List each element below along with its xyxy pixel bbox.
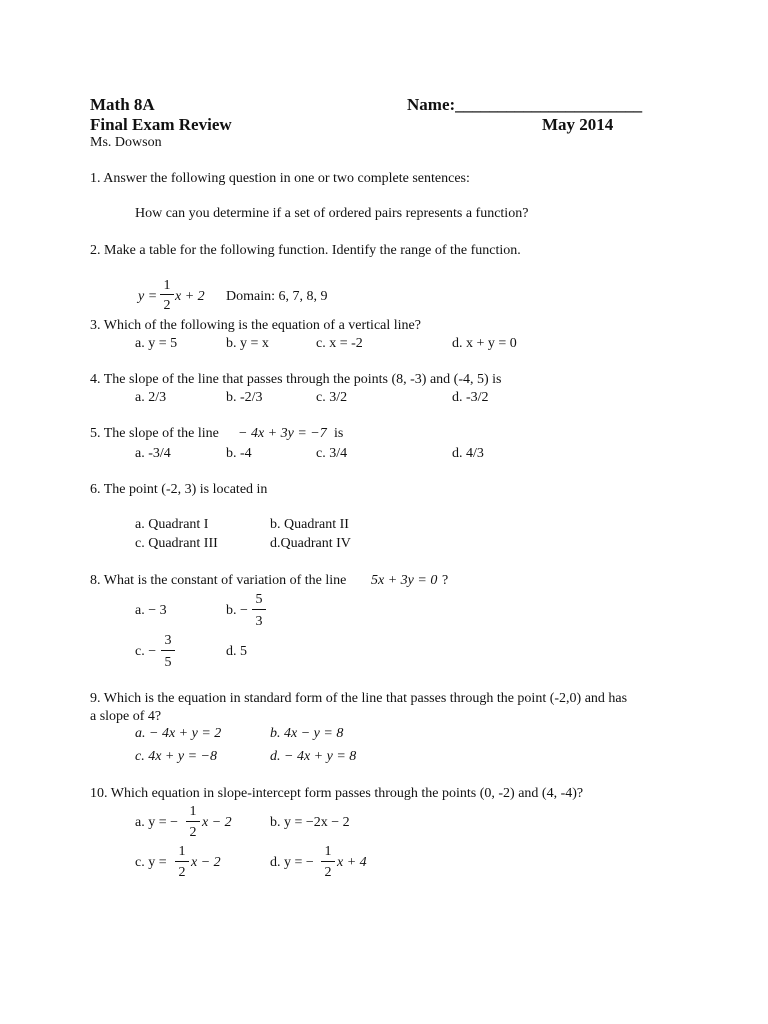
question-4: 4. The slope of the line that passes through the points (8, -3) and (-4, 5) is (90, 372, 502, 387)
q10-option-d-fraction-bar (321, 861, 335, 862)
q5-option-b: b. -4 (226, 446, 252, 461)
q2-equation-rhs: x + 2 (175, 289, 205, 304)
q2-domain: Domain: 6, 7, 8, 9 (226, 289, 328, 304)
q10-option-c-denominator: 2 (178, 865, 186, 880)
teacher-name: Ms. Dowson (90, 135, 162, 150)
q8-option-c-numerator: 3 (164, 633, 172, 648)
q5-option-d: d. 4/3 (452, 446, 484, 461)
q2-fraction-bar (160, 294, 174, 295)
q8-option-a: a. − 3 (135, 603, 167, 618)
q3-option-a: a. y = 5 (135, 336, 178, 351)
q3-option-b: b. y = x (226, 336, 269, 351)
q2-equation-lhs: y = (138, 289, 158, 304)
q9-option-c: c. 4x + y = −8 (135, 749, 217, 764)
q8-option-c-fraction-bar (161, 650, 175, 651)
q10-option-d-numerator: 1 (324, 844, 332, 859)
q8-equation: 5x + 3y = 0 (371, 573, 438, 588)
question-2: 2. Make a table for the following function. Identify the range of the function. (90, 243, 521, 258)
question-8: 8. What is the constant of variation of the line (90, 573, 347, 588)
q10-option-c-numerator: 1 (178, 844, 186, 859)
q3-option-d: d. x + y = 0 (452, 336, 517, 351)
q10-option-c-lhs: c. y = (135, 855, 167, 870)
q10-option-d-lhs: d. y = − (270, 855, 314, 870)
q8-option-b-denominator: 3 (255, 614, 263, 629)
q5-suffix: is (334, 426, 344, 441)
q10-option-d-rhs: x + 4 (337, 855, 367, 870)
q9-option-d: d. − 4x + y = 8 (270, 749, 357, 764)
q8-option-b-fraction-bar (252, 609, 266, 610)
q10-option-a-denominator: 2 (189, 825, 197, 840)
question-5: 5. The slope of the line (90, 426, 219, 441)
q6-option-c: c. Quadrant III (135, 536, 218, 551)
q10-option-a-lhs: a. y = − (135, 815, 179, 830)
question-1: 1. Answer the following question in one or two complete sentences: (90, 171, 470, 186)
q4-option-a: a. 2/3 (135, 390, 167, 405)
q8-option-d: d. 5 (226, 644, 247, 659)
q6-option-d: d.Quadrant IV (270, 536, 351, 551)
q4-option-b: b. -2/3 (226, 390, 263, 405)
q6-option-b: b. Quadrant II (270, 517, 349, 532)
question-9-line-1: 9. Which is the equation in standard form of the line that passes through the point (-2,0) and has (90, 691, 628, 706)
question-10: 10. Which equation in slope-intercept form passes through the points (0, -2) and (4, -4)? (90, 786, 584, 801)
q6-option-a: a. Quadrant I (135, 517, 209, 532)
q2-fraction-numerator: 1 (163, 278, 171, 293)
q10-option-c-fraction-bar (175, 861, 189, 862)
q10-option-a-rhs: x − 2 (202, 815, 232, 830)
q9-option-a: a. − 4x + y = 2 (135, 726, 222, 741)
exam-date: May 2014 (542, 115, 614, 134)
q8-option-b-label: b. − (226, 603, 248, 618)
course-title: Math 8A (90, 95, 155, 114)
q3-option-c: c. x = -2 (316, 336, 363, 351)
q10-option-a-numerator: 1 (189, 804, 197, 819)
q5-option-c: c. 3/4 (316, 446, 348, 461)
name-field-label: Name:______________________ (407, 95, 643, 114)
question-9-line-2: a slope of 4? (90, 709, 162, 724)
q8-option-b-numerator: 5 (255, 592, 263, 607)
q5-option-a: a. -3/4 (135, 446, 171, 461)
q4-option-c: c. 3/2 (316, 390, 348, 405)
q10-option-c-rhs: x − 2 (191, 855, 221, 870)
q8-option-c-label: c. − (135, 644, 157, 659)
q5-equation: − 4x + 3y = −7 (238, 426, 327, 441)
q4-option-d: d. -3/2 (452, 390, 489, 405)
q8-option-c-denominator: 5 (164, 655, 172, 670)
q9-option-b: b. 4x − y = 8 (270, 726, 344, 741)
q8-suffix: ? (442, 573, 449, 588)
q2-fraction-denominator: 2 (163, 298, 171, 313)
page-title: Final Exam Review (90, 115, 232, 134)
q10-option-a-fraction-bar (186, 821, 200, 822)
question-3: 3. Which of the following is the equation of a vertical line? (90, 318, 421, 333)
question-1-prompt: How can you determine if a set of ordered pairs represents a function? (135, 206, 529, 221)
q10-option-d-denominator: 2 (324, 865, 332, 880)
q10-option-b: b. y = −2x − 2 (270, 815, 350, 830)
question-6: 6. The point (-2, 3) is located in (90, 482, 268, 497)
